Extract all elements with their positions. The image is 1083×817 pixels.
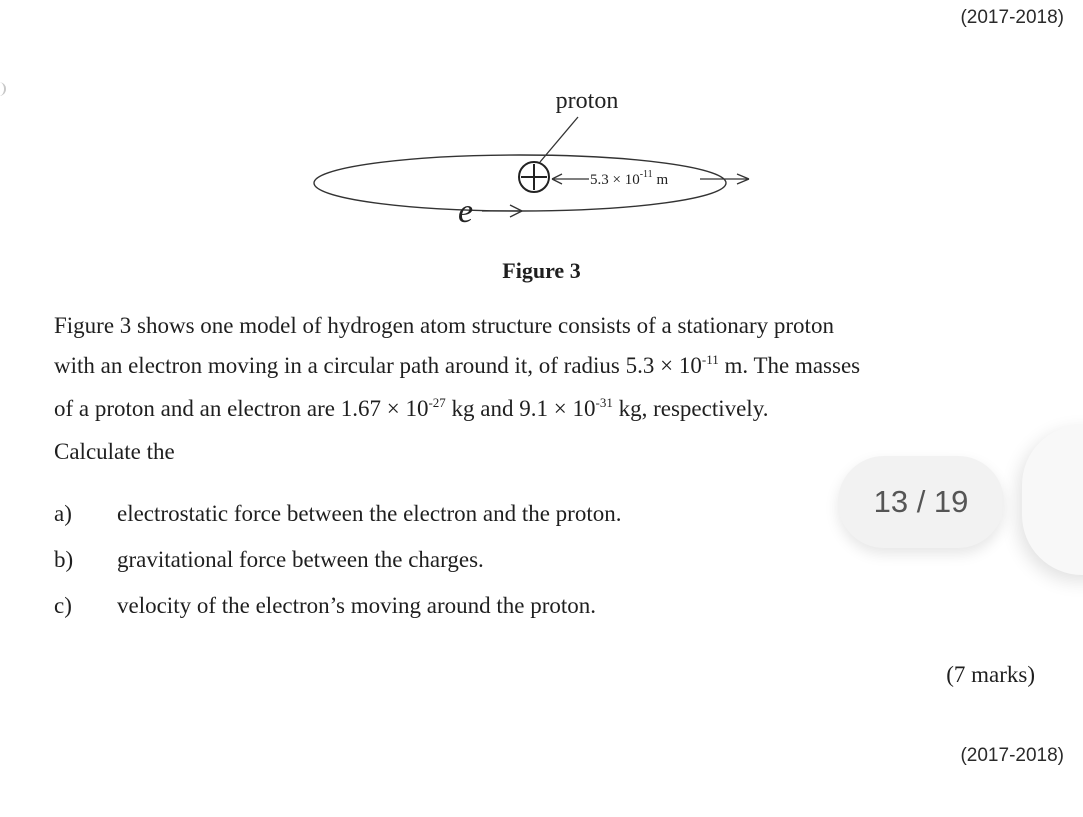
- list-item: [54, 539, 854, 585]
- question-line-3: of a proton and an electron are $1.67 \times 10^{-27}$ kg and $9.1 \times 10^{-31}$ kg, respectively.: [54, 395, 769, 421]
- electron-label: e: [458, 193, 474, 230]
- footer-year: (2017-2018): [960, 745, 1064, 766]
- radius-label: $5.3 \times 10^{-11}$ m: [590, 169, 669, 188]
- question-line-2: with an electron moving in a circular path around it, of radius $5.3 \times 10^{-11}$ m. The masses: [54, 352, 861, 378]
- proton-label: proton: [555, 88, 619, 114]
- figure-caption: Figure 3: [502, 258, 581, 283]
- sub-question-list: [54, 493, 854, 631]
- question-line-1: Figure 3 shows one model of hydrogen atom structure consists of a stationary proton: [54, 313, 834, 338]
- hydrogen-atom-figure: [300, 80, 780, 240]
- question-paragraph: [54, 306, 1054, 472]
- marks-label: (7 marks): [946, 662, 1035, 687]
- proton-plus-icon: [519, 162, 549, 192]
- item-text: gravitational force between the charges.: [117, 547, 484, 572]
- item-label: a): [54, 501, 72, 526]
- list-item: [54, 493, 854, 539]
- header-year: (2017-2018): [960, 7, 1064, 28]
- item-text: electrostatic force between the electron and the proton.: [117, 501, 622, 526]
- item-label: c): [54, 593, 72, 618]
- page-indicator[interactable]: 13 / 19: [838, 456, 1004, 548]
- left-edge-handle: [0, 82, 6, 96]
- list-item: [54, 585, 854, 631]
- item-label: b): [54, 547, 74, 572]
- item-text: velocity of the electron’s moving around the proton.: [117, 593, 597, 618]
- question-line-4: Calculate the: [54, 439, 175, 464]
